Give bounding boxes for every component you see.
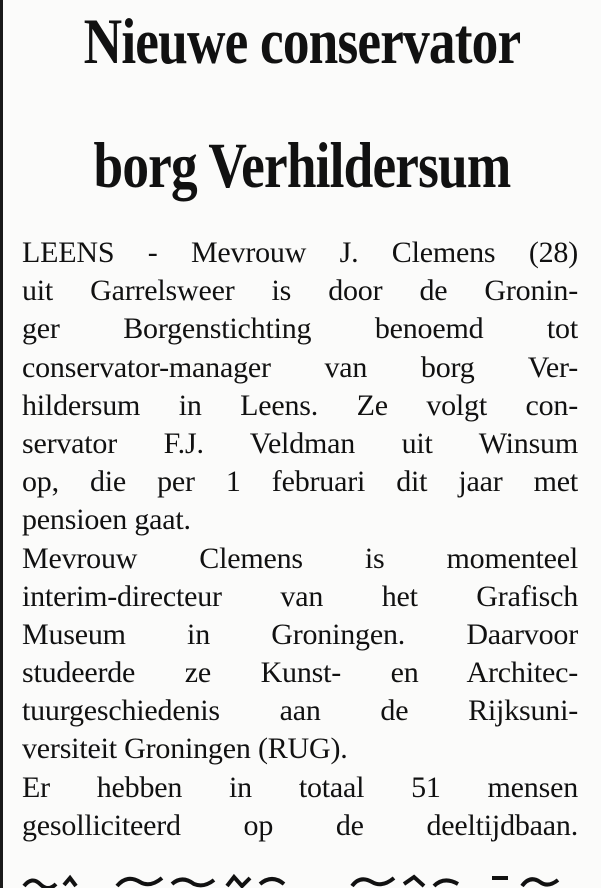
article-body: [22, 234, 578, 845]
body-line: ger Borgenstichting benoemd tot: [22, 312, 578, 346]
body-line: pensioen gaat.: [22, 503, 191, 537]
headline-line-1: Nieuwe conservator: [83, 6, 521, 78]
body-line: Er hebben in totaal 51 mensen: [22, 770, 578, 804]
clipping-edge: [0, 0, 3, 888]
body-line: servator F.J. Veldman uit Winsum: [22, 426, 578, 460]
handwriting-strokes: [22, 872, 582, 888]
body-line: LEENS - Mevrouw J. Clemens (28): [22, 236, 578, 269]
headline-line-2: borg Verhildersum: [93, 130, 511, 202]
handwritten-annotation-fragment: [22, 872, 582, 888]
body-line: versiteit Groningen (RUG).: [22, 732, 348, 766]
body-line: uit Garrelsweer is door de Gronin-: [22, 274, 578, 308]
body-line: studeerde ze Kunst- en Architec-: [22, 656, 578, 690]
body-line: conservator-manager van borg Ver-: [22, 350, 578, 384]
body-line: gesolliciteerd op de deeltijdbaan.: [22, 808, 578, 842]
body-line: tuurgeschiedenis aan de Rijksuni-: [22, 694, 578, 728]
body-line: interim-directeur van het Grafisch: [22, 579, 578, 613]
body-line: Museum in Groningen. Daarvoor: [22, 617, 578, 651]
headline: [22, 6, 582, 202]
body-line: Mevrouw Clemens is momenteel: [22, 541, 578, 575]
body-line: hildersum in Leens. Ze volgt con-: [22, 388, 578, 422]
body-line: op, die per 1 februari dit jaar met: [22, 465, 578, 499]
